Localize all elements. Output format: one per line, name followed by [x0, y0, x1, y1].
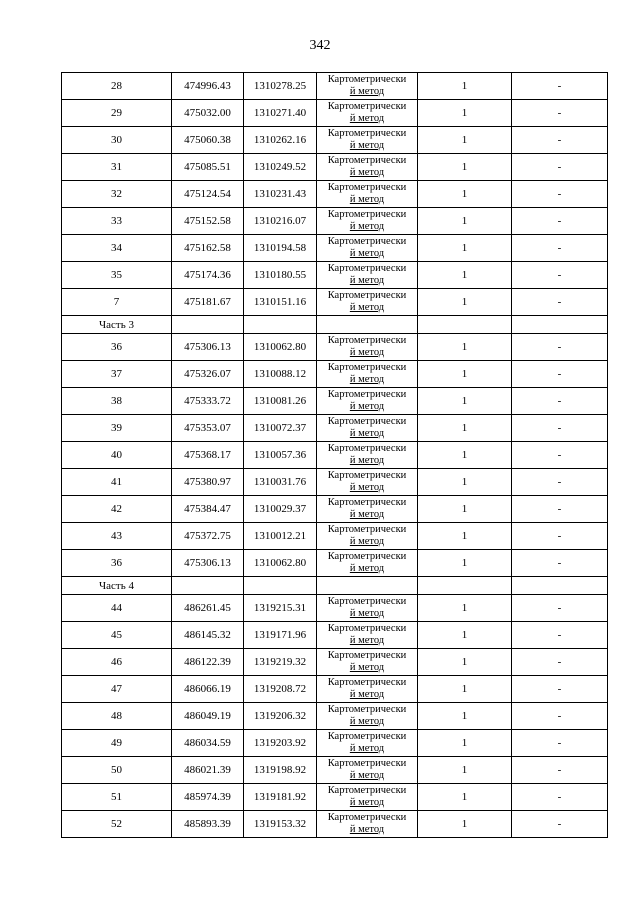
method-cell: [317, 334, 418, 361]
y-coordinate-cell: 1319198.92: [244, 757, 317, 784]
method-text-line1: Картометрически: [327, 263, 407, 274]
y-coordinate-cell: 1310262.16: [244, 127, 317, 154]
table-row: [62, 181, 608, 208]
method-cell: [317, 784, 418, 811]
method-text-line2: й метод: [349, 401, 385, 412]
method-text-line1: Картометрически: [327, 236, 407, 247]
method-text-line2: й метод: [349, 689, 385, 700]
point-number-cell: 46: [62, 649, 172, 676]
table-row: [62, 235, 608, 262]
method-text-line1: Картометрически: [327, 758, 407, 769]
method-text-line1: Картометрически: [327, 389, 407, 400]
method-text-line2: й метод: [349, 428, 385, 439]
dash-cell: -: [512, 757, 608, 784]
dash-cell: -: [512, 649, 608, 676]
method-text-line1: Картометрически: [327, 524, 407, 535]
count-cell: 1: [418, 73, 512, 100]
count-cell: 1: [418, 235, 512, 262]
coordinates-table-body: [62, 73, 608, 838]
point-number-cell: 29: [62, 100, 172, 127]
count-cell: 1: [418, 334, 512, 361]
count-cell: 1: [418, 181, 512, 208]
x-coordinate-cell: 475333.72: [172, 388, 244, 415]
method-text-line2: й метод: [349, 608, 385, 619]
table-row: [62, 757, 608, 784]
method-text-line2: й метод: [349, 482, 385, 493]
method-text-line1: Картометрически: [327, 497, 407, 508]
dash-cell: -: [512, 289, 608, 316]
method-cell: [317, 523, 418, 550]
count-cell: 1: [418, 262, 512, 289]
table-row: [62, 523, 608, 550]
method-text-line2: й метод: [349, 770, 385, 781]
table-row: [62, 442, 608, 469]
method-text-line2: й метод: [349, 662, 385, 673]
dash-cell: -: [512, 181, 608, 208]
dash-cell: -: [512, 469, 608, 496]
method-text-line2: й метод: [349, 347, 385, 358]
x-coordinate-cell: 486034.59: [172, 730, 244, 757]
method-text-line1: Картометрически: [327, 785, 407, 796]
empty-cell: [172, 577, 244, 595]
method-cell: [317, 100, 418, 127]
x-coordinate-cell: 475181.67: [172, 289, 244, 316]
dash-cell: -: [512, 550, 608, 577]
method-cell: [317, 469, 418, 496]
empty-cell: [244, 577, 317, 595]
point-number-cell: 31: [62, 154, 172, 181]
x-coordinate-cell: 475372.75: [172, 523, 244, 550]
dash-cell: -: [512, 154, 608, 181]
y-coordinate-cell: 1319206.32: [244, 703, 317, 730]
x-coordinate-cell: 475353.07: [172, 415, 244, 442]
dash-cell: -: [512, 523, 608, 550]
dash-cell: -: [512, 622, 608, 649]
method-text-line1: Картометрически: [327, 101, 407, 112]
count-cell: 1: [418, 703, 512, 730]
x-coordinate-cell: 475368.17: [172, 442, 244, 469]
dash-cell: -: [512, 73, 608, 100]
method-cell: [317, 442, 418, 469]
x-coordinate-cell: 475162.58: [172, 235, 244, 262]
table-row: [62, 730, 608, 757]
point-number-cell: 35: [62, 262, 172, 289]
dash-cell: -: [512, 334, 608, 361]
point-number-cell: 38: [62, 388, 172, 415]
count-cell: 1: [418, 622, 512, 649]
coordinates-table: [61, 72, 608, 838]
point-number-cell: 45: [62, 622, 172, 649]
dash-cell: -: [512, 496, 608, 523]
method-text-line2: й метод: [349, 140, 385, 151]
table-row: [62, 784, 608, 811]
method-text-line2: й метод: [349, 221, 385, 232]
count-cell: 1: [418, 676, 512, 703]
table-row: [62, 415, 608, 442]
x-coordinate-cell: 475306.13: [172, 550, 244, 577]
dash-cell: -: [512, 730, 608, 757]
method-cell: [317, 703, 418, 730]
table-row: [62, 622, 608, 649]
count-cell: 1: [418, 127, 512, 154]
page-number: 342: [309, 38, 331, 53]
section-row: [62, 577, 608, 595]
method-text-line1: Картометрически: [327, 128, 407, 139]
count-cell: 1: [418, 361, 512, 388]
empty-cell: [317, 316, 418, 334]
method-text-line1: Картометрически: [327, 623, 407, 634]
method-text-line2: й метод: [349, 194, 385, 205]
table-row: [62, 73, 608, 100]
y-coordinate-cell: 1319181.92: [244, 784, 317, 811]
point-number-cell: 41: [62, 469, 172, 496]
table-row: [62, 127, 608, 154]
count-cell: 1: [418, 811, 512, 838]
dash-cell: -: [512, 208, 608, 235]
dash-cell: -: [512, 442, 608, 469]
x-coordinate-cell: 475174.36: [172, 262, 244, 289]
method-text-line2: й метод: [349, 302, 385, 313]
point-number-cell: 37: [62, 361, 172, 388]
count-cell: 1: [418, 550, 512, 577]
method-cell: [317, 811, 418, 838]
count-cell: 1: [418, 208, 512, 235]
method-cell: [317, 550, 418, 577]
dash-cell: -: [512, 595, 608, 622]
table-row: [62, 469, 608, 496]
y-coordinate-cell: 1319215.31: [244, 595, 317, 622]
method-cell: [317, 388, 418, 415]
method-text-line2: й метод: [349, 536, 385, 547]
x-coordinate-cell: 474996.43: [172, 73, 244, 100]
y-coordinate-cell: 1319153.32: [244, 811, 317, 838]
method-cell: [317, 154, 418, 181]
x-coordinate-cell: 486145.32: [172, 622, 244, 649]
y-coordinate-cell: 1310088.12: [244, 361, 317, 388]
table-row: [62, 496, 608, 523]
point-number-cell: 40: [62, 442, 172, 469]
point-number-cell: 28: [62, 73, 172, 100]
method-text-line1: Картометрически: [327, 209, 407, 220]
count-cell: 1: [418, 289, 512, 316]
method-text-line2: й метод: [349, 455, 385, 466]
y-coordinate-cell: 1310081.26: [244, 388, 317, 415]
count-cell: 1: [418, 757, 512, 784]
method-text-line1: Картометрически: [327, 182, 407, 193]
count-cell: 1: [418, 469, 512, 496]
point-number-cell: 42: [62, 496, 172, 523]
count-cell: 1: [418, 730, 512, 757]
point-number-cell: 33: [62, 208, 172, 235]
method-text-line1: Картометрически: [327, 416, 407, 427]
x-coordinate-cell: 475384.47: [172, 496, 244, 523]
method-text-line2: й метод: [349, 797, 385, 808]
point-number-cell: 52: [62, 811, 172, 838]
y-coordinate-cell: 1310072.37: [244, 415, 317, 442]
y-coordinate-cell: 1319208.72: [244, 676, 317, 703]
dash-cell: -: [512, 415, 608, 442]
method-cell: [317, 262, 418, 289]
x-coordinate-cell: 486122.39: [172, 649, 244, 676]
method-cell: [317, 127, 418, 154]
table-row: [62, 649, 608, 676]
table-row: [62, 550, 608, 577]
method-text-line2: й метод: [349, 275, 385, 286]
x-coordinate-cell: 485893.39: [172, 811, 244, 838]
method-text-line1: Картометрически: [327, 335, 407, 346]
y-coordinate-cell: 1310012.21: [244, 523, 317, 550]
x-coordinate-cell: 486066.19: [172, 676, 244, 703]
method-text-line1: Картометрически: [327, 290, 407, 301]
dash-cell: -: [512, 262, 608, 289]
x-coordinate-cell: 486021.39: [172, 757, 244, 784]
point-number-cell: 50: [62, 757, 172, 784]
method-cell: [317, 622, 418, 649]
method-text-line1: Картометрически: [327, 470, 407, 481]
point-number-cell: 49: [62, 730, 172, 757]
method-text-line2: й метод: [349, 86, 385, 97]
x-coordinate-cell: 475152.58: [172, 208, 244, 235]
section-label: Часть 4: [62, 577, 172, 595]
y-coordinate-cell: 1310057.36: [244, 442, 317, 469]
y-coordinate-cell: 1310151.16: [244, 289, 317, 316]
method-text-line1: Картометрически: [327, 443, 407, 454]
count-cell: 1: [418, 100, 512, 127]
table-row: [62, 811, 608, 838]
dash-cell: -: [512, 388, 608, 415]
point-number-cell: 30: [62, 127, 172, 154]
x-coordinate-cell: 475326.07: [172, 361, 244, 388]
empty-cell: [512, 577, 608, 595]
method-cell: [317, 496, 418, 523]
table-row: [62, 595, 608, 622]
y-coordinate-cell: 1319171.96: [244, 622, 317, 649]
method-text-line2: й метод: [349, 248, 385, 259]
dash-cell: -: [512, 784, 608, 811]
method-cell: [317, 757, 418, 784]
point-number-cell: 51: [62, 784, 172, 811]
method-text-line2: й метод: [349, 635, 385, 646]
y-coordinate-cell: 1319203.92: [244, 730, 317, 757]
y-coordinate-cell: 1310062.80: [244, 334, 317, 361]
point-number-cell: 47: [62, 676, 172, 703]
method-cell: [317, 289, 418, 316]
x-coordinate-cell: 486261.45: [172, 595, 244, 622]
dash-cell: -: [512, 127, 608, 154]
empty-cell: [317, 577, 418, 595]
count-cell: 1: [418, 442, 512, 469]
empty-cell: [512, 316, 608, 334]
y-coordinate-cell: 1310029.37: [244, 496, 317, 523]
count-cell: 1: [418, 595, 512, 622]
count-cell: 1: [418, 496, 512, 523]
table-row: [62, 676, 608, 703]
y-coordinate-cell: 1310231.43: [244, 181, 317, 208]
method-cell: [317, 235, 418, 262]
dash-cell: -: [512, 100, 608, 127]
point-number-cell: 7: [62, 289, 172, 316]
count-cell: 1: [418, 388, 512, 415]
table-row: [62, 361, 608, 388]
empty-cell: [418, 316, 512, 334]
method-cell: [317, 676, 418, 703]
empty-cell: [418, 577, 512, 595]
point-number-cell: 44: [62, 595, 172, 622]
y-coordinate-cell: 1310249.52: [244, 154, 317, 181]
method-text-line2: й метод: [349, 374, 385, 385]
method-text-line1: Картометрически: [327, 155, 407, 166]
x-coordinate-cell: 475032.00: [172, 100, 244, 127]
count-cell: 1: [418, 523, 512, 550]
method-text-line2: й метод: [349, 113, 385, 124]
method-cell: [317, 595, 418, 622]
method-cell: [317, 181, 418, 208]
section-label: Часть 3: [62, 316, 172, 334]
method-text-line1: Картометрически: [327, 74, 407, 85]
dash-cell: -: [512, 676, 608, 703]
point-number-cell: 48: [62, 703, 172, 730]
x-coordinate-cell: 475085.51: [172, 154, 244, 181]
count-cell: 1: [418, 154, 512, 181]
point-number-cell: 43: [62, 523, 172, 550]
method-cell: [317, 730, 418, 757]
count-cell: 1: [418, 649, 512, 676]
x-coordinate-cell: 475380.97: [172, 469, 244, 496]
y-coordinate-cell: 1310216.07: [244, 208, 317, 235]
empty-cell: [172, 316, 244, 334]
method-cell: [317, 73, 418, 100]
x-coordinate-cell: 475060.38: [172, 127, 244, 154]
dash-cell: -: [512, 235, 608, 262]
method-text-line1: Картометрически: [327, 362, 407, 373]
table-row: [62, 262, 608, 289]
method-cell: [317, 208, 418, 235]
method-text-line1: Картометрически: [327, 596, 407, 607]
dash-cell: -: [512, 361, 608, 388]
y-coordinate-cell: 1310271.40: [244, 100, 317, 127]
x-coordinate-cell: 486049.19: [172, 703, 244, 730]
x-coordinate-cell: 475306.13: [172, 334, 244, 361]
point-number-cell: 36: [62, 334, 172, 361]
y-coordinate-cell: 1310278.25: [244, 73, 317, 100]
table-row: [62, 154, 608, 181]
table-row: [62, 208, 608, 235]
method-text-line1: Картометрически: [327, 551, 407, 562]
empty-cell: [244, 316, 317, 334]
y-coordinate-cell: 1310031.76: [244, 469, 317, 496]
y-coordinate-cell: 1310180.55: [244, 262, 317, 289]
method-text-line2: й метод: [349, 167, 385, 178]
table-row: [62, 703, 608, 730]
method-text-line2: й метод: [349, 563, 385, 574]
point-number-cell: 39: [62, 415, 172, 442]
x-coordinate-cell: 485974.39: [172, 784, 244, 811]
method-cell: [317, 361, 418, 388]
count-cell: 1: [418, 415, 512, 442]
table-row: [62, 289, 608, 316]
method-text-line2: й метод: [349, 824, 385, 835]
section-row: [62, 316, 608, 334]
method-cell: [317, 415, 418, 442]
table-row: [62, 334, 608, 361]
y-coordinate-cell: 1310194.58: [244, 235, 317, 262]
method-text-line2: й метод: [349, 716, 385, 727]
method-text-line2: й метод: [349, 743, 385, 754]
point-number-cell: 32: [62, 181, 172, 208]
method-text-line2: й метод: [349, 509, 385, 520]
dash-cell: -: [512, 703, 608, 730]
method-text-line1: Картометрически: [327, 650, 407, 661]
y-coordinate-cell: 1319219.32: [244, 649, 317, 676]
y-coordinate-cell: 1310062.80: [244, 550, 317, 577]
dash-cell: -: [512, 811, 608, 838]
method-text-line1: Картометрически: [327, 704, 407, 715]
point-number-cell: 34: [62, 235, 172, 262]
method-text-line1: Картометрически: [327, 731, 407, 742]
method-cell: [317, 649, 418, 676]
table-row: [62, 388, 608, 415]
table-row: [62, 100, 608, 127]
point-number-cell: 36: [62, 550, 172, 577]
count-cell: 1: [418, 784, 512, 811]
x-coordinate-cell: 475124.54: [172, 181, 244, 208]
method-text-line1: Картометрически: [327, 677, 407, 688]
method-text-line1: Картометрически: [327, 812, 407, 823]
